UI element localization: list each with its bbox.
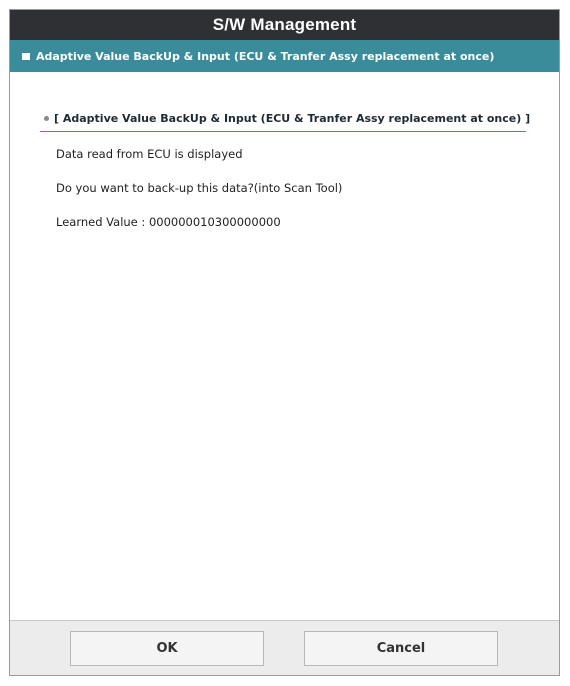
message-backup-question: Do you want to back-up this data?(into Scan Tool) <box>56 181 343 195</box>
function-header-text: Adaptive Value BackUp & Input (ECU & Tranfer Assy replacement at once) <box>36 49 495 63</box>
dialog-title: S/W Management <box>10 10 559 40</box>
function-header <box>10 40 559 72</box>
message-list <box>40 132 529 248</box>
section-title-text: [ Adaptive Value BackUp & Input (ECU & Tranfer Assy replacement at once) ] <box>54 112 531 125</box>
message-ecu-read: Data read from ECU is displayed <box>56 147 243 161</box>
button-bar <box>10 620 559 675</box>
message-learned-value: Learned Value : 000000010300000000 <box>56 215 281 229</box>
square-icon <box>22 53 30 60</box>
sw-management-dialog <box>9 9 560 676</box>
content-area <box>10 72 559 248</box>
ok-button[interactable]: OK <box>70 631 264 666</box>
cancel-button[interactable]: Cancel <box>304 631 498 666</box>
bullet-icon <box>44 116 49 121</box>
section-title <box>40 112 531 132</box>
